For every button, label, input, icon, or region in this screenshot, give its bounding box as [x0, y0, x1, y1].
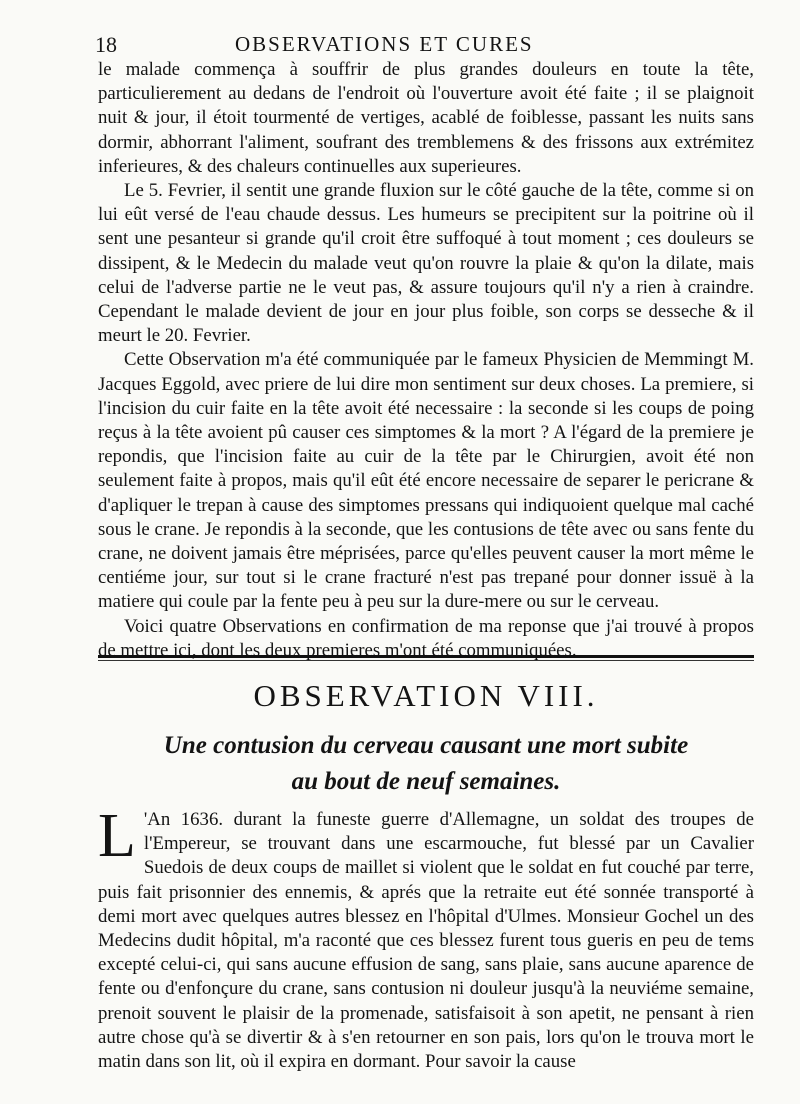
- observation-subtitle: [98, 728, 754, 800]
- running-head: OBSERVATIONS ET CURES: [235, 32, 534, 56]
- observation-heading: OBSERVATION VIII.: [253, 678, 599, 713]
- lower-text-block: [98, 802, 754, 1074]
- drop-cap: L: [98, 802, 136, 870]
- paragraph: Le 5. Fevrier, il sentit une grande fluxion sur le côté gauche de la tête, comme si on lui eût versé de l'eau chaude dessus. Les humeurs se precipitent sur la poitrine où il sent une pesanteur si grande qu'il croit être suffoqué à tout moment ; ces douleurs se dissipent, & le Medecin du malade veut qu'on rouvre la plaie & qu'on la dilate, mais celui de l'adverse partie ne le veut pas, & assure toujours qu'il n'y a rien à craindre. Cependant le malade devient de jour en jour plus foible, son corps se desseche & il meurt le 20. Fevrier.: [98, 180, 754, 347]
- upper-text-block: [98, 58, 754, 663]
- section-divider-thin: [98, 660, 754, 661]
- page-number: 18: [95, 32, 117, 57]
- paragraph: Cette Observation m'a été communiquée par le fameux Physicien de Memmingt M. Jacques Eggold, avec priere de lui dire mon sentiment sur deux choses. La premiere, si l'incision du cuir faite en la tête avoit été necessaire : la seconde si les coups de poing reçus à la tête avoient pû causer ces simptomes & la mort ? A l'égard de la premiere je repondis, que l'incision faite au cuir de la tête par le Chirurgien, avoit été non seulement faite à propos, mais qu'il eût été encore necessaire de separer le pericrane & d'apliquer le trepan à cause des simptomes pressans qui indiquoient quelque mal caché sous le crane. Je repondis à la seconde, que les contusions de tête avec ou sans fente du crane, ne doivent jamais être méprisées, parce qu'elles peuvent causer la mort même le centiéme jour, sur tout si le crane fracturé n'est pas trepané pour donner issuë à la matiere qui coule par la fente peu à peu sur la dure-mere ou sur le cerveau.: [98, 349, 754, 613]
- page-header: [95, 30, 755, 56]
- paragraph: 'An 1636. durant la funeste guerre d'Allemagne, un soldat des troupes de l'Empereur, se trouvant dans une escarmouche, fut blessé par un Cavalier Suedois de deux coups de maillet si violent que le soldat en fut couché par terre, puis fait prisonnier des ennemis, & aprés que la retraite eut été sonnée transporté à demi mort avec quelques autres blessez en l'hôpital d'Ulmes. Monsieur Gochel un des Medecins dudit hôpital, m'a raconté que ces blessez furent tous gueris en peu de tems excepté celui-ci, qui sans aucune effusion de sang, sans plaie, sans aucune aparence de fente ou d'enfonçure du crane, sans contusion ni douleur jusqu'à la neuviéme semaine, prenoit souvent le plaisir de la promenade, satisfaisoit à son apetit, ne pensant à rien autre chose qu'à se divertir & à s'en retourner en son pais, lors qu'on le trouva mort le matin dans son lit, où il expira en dormant. Pour savoir la cause: [98, 809, 754, 1073]
- subtitle-line: Une contusion du cerveau causant une mort subite: [163, 732, 689, 759]
- paragraph: Voici quatre Observations en confirmation de ma reponse que j'ai trouvé à propos de mettre ici, dont les deux premieres m'ont été communiquées.: [98, 615, 754, 661]
- subtitle-line: au bout de neuf semaines.: [291, 768, 561, 795]
- section-divider-thick: [98, 655, 754, 658]
- paragraph: le malade commença à souffrir de plus grandes douleurs en toute la tête, particulierement au dedans de l'endroit où l'ouverture avoit été faite ; il se plaignoit nuit & jour, il étoit tourmenté de vertiges, acablé de foiblesse, passant les nuits sans dormir, abhorrant l'aliment, soufrant des tremblemens & des frissons aux extrémitez inferieures, & des chaleurs continuelles aux superieures.: [98, 59, 754, 177]
